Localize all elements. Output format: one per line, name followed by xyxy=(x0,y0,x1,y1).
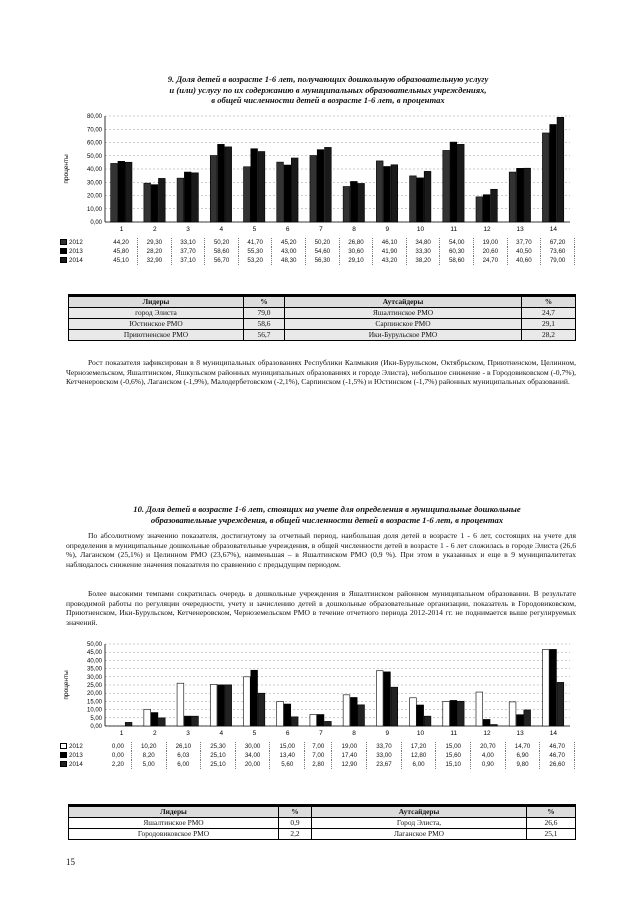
data-label: 25,30 xyxy=(201,742,236,751)
section9-title xyxy=(98,74,558,106)
bar xyxy=(343,186,350,222)
bar xyxy=(424,171,431,222)
outsider-percent: 26,6 xyxy=(527,818,576,829)
section9-title-line: 9. Доля детей в возрасте 1-6 лет, получающих дошкольную образовательную услугу xyxy=(167,74,489,84)
data-label: 41,70 xyxy=(238,238,272,247)
bar xyxy=(144,183,151,222)
data-label: 25,10 xyxy=(201,760,236,769)
data-label: 73,60 xyxy=(541,247,575,256)
section9-title-line: в общей численности детей в возрасте 1-6 лет, в процентах xyxy=(211,95,445,105)
data-label: 7,00 xyxy=(305,742,332,751)
bar xyxy=(218,685,225,726)
bar xyxy=(542,133,549,222)
data-label: 13,40 xyxy=(270,751,305,760)
y-tick-label: 30,00 xyxy=(86,180,102,187)
series-legend xyxy=(60,247,105,256)
bar xyxy=(350,697,357,726)
x-tick-label: 10 xyxy=(416,730,425,737)
bar xyxy=(550,649,557,726)
bar xyxy=(225,685,232,726)
bar xyxy=(376,671,383,726)
bar xyxy=(325,721,332,726)
data-label: 40,60 xyxy=(507,256,541,265)
bar xyxy=(483,195,490,222)
x-tick-label: 7 xyxy=(319,226,323,233)
data-label: 2,80 xyxy=(305,760,332,769)
data-table-row xyxy=(60,760,575,769)
data-label: 45,10 xyxy=(105,256,138,265)
y-tick-label: 5,00 xyxy=(90,715,102,722)
data-label: 0,90 xyxy=(471,760,506,769)
data-label: 33,30 xyxy=(406,247,440,256)
bar xyxy=(557,117,564,222)
data-label: 34,80 xyxy=(406,238,440,247)
outsider-name: Сарпинское РМО xyxy=(285,319,522,330)
bar xyxy=(277,701,284,726)
leader-name: город Элиста xyxy=(69,308,244,319)
data-label: 20,70 xyxy=(471,742,506,751)
data-label: 54,00 xyxy=(440,238,474,247)
data-label: 37,70 xyxy=(507,238,541,247)
bar xyxy=(158,718,165,726)
data-label: 45,20 xyxy=(272,238,306,247)
data-label: 53,20 xyxy=(238,256,272,265)
bar xyxy=(491,725,498,726)
series-legend xyxy=(60,751,105,760)
bar xyxy=(358,705,365,726)
data-table-row xyxy=(60,247,575,256)
chart-1 xyxy=(60,112,576,236)
data-label: 29,10 xyxy=(339,256,373,265)
y-tick-label: 25,00 xyxy=(86,683,102,689)
bar xyxy=(443,150,450,222)
x-tick-label: 9 xyxy=(385,226,390,233)
bar xyxy=(244,677,251,726)
data-label: 79,00 xyxy=(541,256,575,265)
data-table-row xyxy=(60,742,575,751)
bar xyxy=(509,172,516,222)
x-tick-label: 8 xyxy=(352,730,356,737)
x-tick-label: 9 xyxy=(385,730,390,737)
data-label: 6,00 xyxy=(166,760,201,769)
x-tick-label: 4 xyxy=(219,730,224,737)
bar xyxy=(509,702,516,726)
data-label: 0,00 xyxy=(105,751,131,760)
leader-percent: 2,2 xyxy=(279,829,312,840)
y-tick-label: 15,00 xyxy=(86,699,102,706)
data-label: 15,10 xyxy=(436,760,471,769)
series-name: 2014 xyxy=(69,761,83,768)
bar xyxy=(284,704,291,726)
bar xyxy=(251,670,258,726)
table-row xyxy=(69,829,576,840)
section10-leaders-table xyxy=(68,804,576,840)
bar xyxy=(192,173,199,222)
x-tick-label: 3 xyxy=(186,226,190,233)
series-legend xyxy=(60,742,105,751)
leaders-header: Лидеры xyxy=(69,806,279,818)
data-label: 67,20 xyxy=(541,238,575,247)
legend-marker xyxy=(60,257,67,263)
bar xyxy=(410,698,417,726)
data-label: 12,90 xyxy=(332,760,367,769)
outsider-name: Ики-Бурульское РМО xyxy=(285,330,522,341)
data-label: 56,70 xyxy=(205,256,239,265)
x-tick-label: 2 xyxy=(153,226,157,233)
bar xyxy=(210,155,217,222)
data-label: 58,60 xyxy=(440,256,474,265)
bar xyxy=(417,178,424,222)
data-label: 5,00 xyxy=(131,760,166,769)
bar xyxy=(391,687,398,726)
data-label: 20,60 xyxy=(474,247,508,256)
bar xyxy=(177,178,184,222)
data-label: 20,00 xyxy=(235,760,270,769)
chart-2-svg xyxy=(60,640,576,740)
data-label: 7,00 xyxy=(305,751,332,760)
x-tick-label: 14 xyxy=(549,226,558,233)
bar xyxy=(491,189,498,222)
bar xyxy=(391,165,398,222)
bar xyxy=(350,181,357,222)
data-label: 0,00 xyxy=(105,742,131,751)
x-tick-label: 7 xyxy=(319,730,323,737)
data-label: 37,10 xyxy=(171,256,205,265)
bar xyxy=(258,693,265,726)
data-table-row xyxy=(60,256,575,265)
bar xyxy=(184,172,191,222)
data-label: 6,03 xyxy=(166,751,201,760)
data-label: 50,20 xyxy=(306,238,340,247)
y-tick-label: 10,00 xyxy=(86,707,102,714)
bar xyxy=(310,715,317,726)
table-row xyxy=(69,308,576,319)
data-label: 41,90 xyxy=(373,247,407,256)
bar xyxy=(476,692,483,726)
leader-percent: 58,6 xyxy=(244,319,285,330)
bar xyxy=(111,163,118,222)
x-tick-label: 4 xyxy=(219,226,224,233)
data-label: 30,00 xyxy=(235,742,270,751)
data-label: 8,20 xyxy=(131,751,166,760)
outsider-percent: 29,1 xyxy=(522,319,576,330)
bar xyxy=(225,147,232,222)
outsiders-header: Аутсайдеры xyxy=(312,806,527,818)
data-label: 37,70 xyxy=(171,247,205,256)
chart-1-data-table xyxy=(60,238,575,265)
data-label: 17,20 xyxy=(401,742,436,751)
data-label: 23,67 xyxy=(367,760,402,769)
bar xyxy=(125,722,132,726)
data-label: 54,60 xyxy=(306,247,340,256)
percent-header: % xyxy=(279,806,312,818)
bar xyxy=(457,144,464,222)
data-label: 46,70 xyxy=(540,742,575,751)
bar xyxy=(291,158,298,222)
bar xyxy=(517,168,524,222)
bar xyxy=(450,142,457,222)
x-tick-label: 13 xyxy=(516,730,524,737)
data-label: 6,90 xyxy=(505,751,540,760)
outsiders-header: Аутсайдеры xyxy=(285,296,522,308)
y-tick-label: 50,00 xyxy=(86,153,102,160)
table-header-row xyxy=(69,296,576,308)
x-tick-label: 8 xyxy=(352,226,356,233)
bar xyxy=(192,716,199,726)
outsider-name: Лаганское РМО xyxy=(312,829,527,840)
bar xyxy=(384,672,391,726)
data-label: 19,00 xyxy=(474,238,508,247)
data-label: 6,00 xyxy=(401,760,436,769)
bar xyxy=(210,685,217,726)
data-table-row xyxy=(60,751,575,760)
x-tick-label: 13 xyxy=(516,226,524,233)
bar xyxy=(317,715,324,726)
percent-header: % xyxy=(522,296,576,308)
bar xyxy=(524,710,531,726)
leader-name: Городовиковское РМО xyxy=(69,829,279,840)
bar xyxy=(358,183,365,222)
y-tick-label: 0,00 xyxy=(90,724,102,730)
data-label: 26,60 xyxy=(540,760,575,769)
x-tick-label: 11 xyxy=(450,730,458,737)
y-tick-label: 60,00 xyxy=(86,140,102,147)
data-label: 25,10 xyxy=(201,751,236,760)
y-axis-label: проценты xyxy=(63,670,70,700)
data-label: 33,70 xyxy=(367,742,402,751)
x-tick-label: 6 xyxy=(285,730,290,737)
y-tick-label: 35,00 xyxy=(86,666,102,673)
leader-name: Юстинское РМО xyxy=(69,319,244,330)
bar xyxy=(483,719,490,726)
leaders-header: Лидеры xyxy=(69,296,244,308)
series-name: 2013 xyxy=(69,248,83,255)
series-legend xyxy=(60,256,105,265)
y-axis-label: проценты xyxy=(63,154,70,184)
legend-marker xyxy=(60,752,67,758)
series-name: 2012 xyxy=(69,239,83,246)
data-label: 38,20 xyxy=(406,256,440,265)
bar xyxy=(542,649,549,726)
bar xyxy=(258,152,265,222)
table-row xyxy=(69,330,576,341)
legend-marker xyxy=(60,239,67,245)
data-label: 44,20 xyxy=(105,238,138,247)
data-label: 32,90 xyxy=(138,256,172,265)
x-tick-label: 14 xyxy=(549,730,558,737)
data-label: 55,30 xyxy=(238,247,272,256)
section10-title-line: образовательные учреждения, в общей численности детей в возрасте 1-6 лет, в процентах xyxy=(150,514,504,525)
data-label: 17,40 xyxy=(332,751,367,760)
series-legend xyxy=(60,760,105,769)
leader-percent: 79,0 xyxy=(244,308,285,319)
x-tick-label: 2 xyxy=(153,730,157,737)
bar xyxy=(410,176,417,222)
section10-title xyxy=(72,504,582,525)
data-label: 50,20 xyxy=(205,238,239,247)
bar xyxy=(417,705,424,726)
legend-marker xyxy=(60,743,67,749)
y-tick-label: 20,00 xyxy=(86,193,102,200)
data-label: 4,00 xyxy=(471,751,506,760)
data-label: 10,20 xyxy=(131,742,166,751)
table-row xyxy=(69,818,576,829)
data-label: 9,80 xyxy=(505,760,540,769)
section9-paragraph: Рост показателя зафиксирован в 8 муниципальных образованиях Республики Калмыкия (Ики-Бурульском, Октябрьском, Приютненском, Целинном, Черноземельском, Яшалтинском, Яшкульском районных муниципальных образованиях и городе Элиста), небольшое снижение - в Городовиковском (-0,7%), Кетченеровском (-0,6%), Лаганском (-1,9%), Малодербетовском (-2,1%), Сарпинском (-1,5%) и Юстинском (-1,7%) районных муниципальных образований. xyxy=(66,358,576,387)
y-tick-label: 70,00 xyxy=(86,127,102,134)
y-tick-label: 10,00 xyxy=(86,206,102,213)
section9-title-line: и (или) услугу по их содержанию в муниципальных образовательных учреждениях, xyxy=(169,84,487,95)
data-label: 30,60 xyxy=(339,247,373,256)
x-tick-label: 5 xyxy=(252,226,257,233)
bar xyxy=(118,161,125,222)
data-label: 33,10 xyxy=(171,238,205,247)
percent-header: % xyxy=(527,806,576,818)
bar xyxy=(284,165,291,222)
data-label: 48,30 xyxy=(272,256,306,265)
legend-marker xyxy=(60,248,67,254)
bar xyxy=(251,149,258,222)
section10-paragraph-1: По абсолютному значению показателя, достигнутому за отчетный период, наибольшая доля детей в возрасте 1 - 6 лет, состоящих на учете для определения в муниципальные дошкольные образовательные учреждения, в общей численности детей в возрасте 1 - 6 лет сложилась в городе Элиста (26,6 %), Лаганском (25,1%) и Целинном РМО (23,67%), наименьшая – в Яшалтинском РМО (0,9 %). При этом в указанных и еще в 9 муниципалитетах наблюдалось снижение значения показателя по сравнению с предыдущим периодом. xyxy=(66,531,576,569)
chart-2 xyxy=(60,640,576,740)
outsider-percent: 25,1 xyxy=(527,829,576,840)
y-tick-label: 40,00 xyxy=(86,167,102,173)
data-label: 33,00 xyxy=(367,751,402,760)
data-table-row xyxy=(60,238,575,247)
chart-2-data-table xyxy=(60,742,575,769)
bar xyxy=(144,709,151,726)
bar xyxy=(325,147,332,222)
x-tick-label: 1 xyxy=(119,226,124,233)
leader-name: Яшалтинское РМО xyxy=(69,818,279,829)
leader-name: Приютненское РМО xyxy=(69,330,244,341)
data-label: 28,20 xyxy=(138,247,172,256)
bar xyxy=(310,155,317,222)
y-tick-label: 80,00 xyxy=(86,114,102,120)
data-label: 43,00 xyxy=(272,247,306,256)
x-tick-label: 5 xyxy=(252,730,257,737)
data-label: 5,60 xyxy=(270,760,305,769)
leader-percent: 0,9 xyxy=(279,818,312,829)
data-label: 29,30 xyxy=(138,238,172,247)
data-label: 26,10 xyxy=(166,742,201,751)
data-label: 15,00 xyxy=(270,742,305,751)
outsider-name: Город Элиста, xyxy=(312,818,527,829)
x-tick-label: 11 xyxy=(450,226,458,233)
data-label: 58,60 xyxy=(205,247,239,256)
y-tick-label: 40,00 xyxy=(86,658,102,665)
outsider-name: Яшалтинское РМО xyxy=(285,308,522,319)
page-number: 15 xyxy=(66,857,75,867)
bar xyxy=(517,715,524,726)
bar xyxy=(376,161,383,222)
bar xyxy=(476,197,483,222)
bar xyxy=(244,167,251,222)
bar xyxy=(158,178,165,222)
bar xyxy=(151,185,158,222)
y-tick-label: 30,00 xyxy=(86,674,102,681)
bar xyxy=(291,717,298,726)
y-tick-label: 50,00 xyxy=(86,642,102,648)
data-label: 46,70 xyxy=(540,751,575,760)
data-label: 15,60 xyxy=(436,751,471,760)
data-label: 2,20 xyxy=(105,760,131,769)
bar xyxy=(457,701,464,726)
outsider-percent: 28,2 xyxy=(522,330,576,341)
data-label: 45,80 xyxy=(105,247,138,256)
section10-paragraph-2: Более высокими темпами сократилась очередь в дошкольные учреждения в Яшалтинском районном муниципальном образовании. В результате проводимой работы по регуляции очередности, учету и зачислению детей в дошкольные образовательные организации, показатель в Городовиковском, Приютненском, Ики-Бурульском, Кетченеровском, Черноземельском РМО в течение отчетного периода 2012-2014 гг. не поднимается выше регулируемых значений. xyxy=(66,589,576,627)
data-label: 46,10 xyxy=(373,238,407,247)
bar xyxy=(550,124,557,222)
series-legend xyxy=(60,238,105,247)
bar xyxy=(524,168,531,222)
y-tick-label: 20,00 xyxy=(86,691,102,698)
series-name: 2013 xyxy=(69,752,83,759)
data-label: 14,70 xyxy=(505,742,540,751)
bar xyxy=(277,162,284,222)
data-label: 19,00 xyxy=(332,742,367,751)
data-label: 24,70 xyxy=(474,256,508,265)
x-tick-label: 1 xyxy=(119,730,124,737)
legend-marker xyxy=(60,761,67,767)
section9-leaders-table xyxy=(68,294,576,341)
bar xyxy=(450,700,457,726)
percent-header: % xyxy=(244,296,285,308)
data-label: 56,30 xyxy=(306,256,340,265)
data-label: 40,50 xyxy=(507,247,541,256)
bar xyxy=(424,716,431,726)
x-tick-label: 12 xyxy=(483,226,491,233)
data-label: 60,30 xyxy=(440,247,474,256)
x-tick-label: 6 xyxy=(285,226,290,233)
data-label: 15,00 xyxy=(436,742,471,751)
bar xyxy=(443,701,450,726)
section10-title-line: 10. Доля детей в возрасте 1-6 лет, стоящих на учете для определения в муниципальные дошкольные xyxy=(133,504,521,514)
leader-percent: 56,7 xyxy=(244,330,285,341)
table-row xyxy=(69,319,576,330)
data-label: 34,00 xyxy=(235,751,270,760)
bar xyxy=(317,150,324,222)
x-tick-label: 10 xyxy=(416,226,425,233)
bar xyxy=(218,144,225,222)
bar xyxy=(177,683,184,726)
bar xyxy=(184,716,191,726)
outsider-percent: 24,7 xyxy=(522,308,576,319)
bar xyxy=(343,695,350,726)
chart-1-svg xyxy=(60,112,576,236)
table-header-row xyxy=(69,806,576,818)
data-label: 26,80 xyxy=(339,238,373,247)
bar xyxy=(125,162,132,222)
data-label: 12,80 xyxy=(401,751,436,760)
x-tick-label: 12 xyxy=(483,730,491,737)
data-label: 43,20 xyxy=(373,256,407,265)
series-name: 2014 xyxy=(69,257,83,264)
series-name: 2012 xyxy=(69,743,83,750)
bar xyxy=(384,166,391,222)
bar xyxy=(151,713,158,726)
bar xyxy=(557,682,564,726)
y-tick-label: 0,00 xyxy=(90,220,102,226)
x-tick-label: 3 xyxy=(186,730,190,737)
y-tick-label: 45,00 xyxy=(86,650,102,657)
